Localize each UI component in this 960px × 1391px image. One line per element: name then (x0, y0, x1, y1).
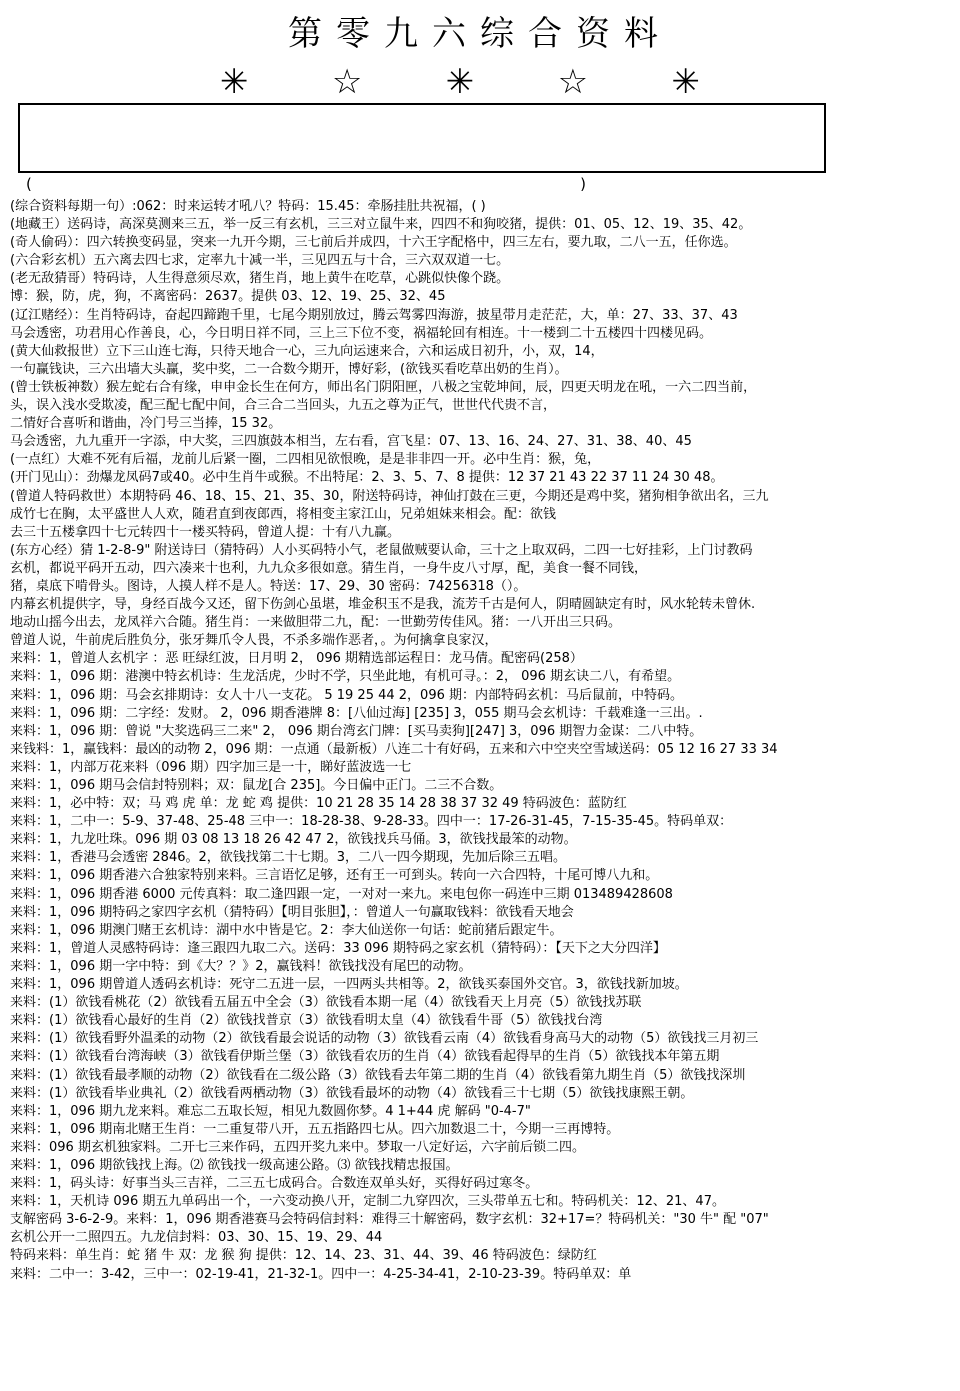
empty-bordered-box (18, 103, 826, 173)
text-line: 马会透密，功君用心作善良，心，今日明日祥不同，三上三下位不变，祸福轮回有相连。十一楼到二十五楼四十四楼见码。 (10, 325, 713, 341)
text-line: (老无敌猜哥）特码诗，人生得意须尽欢，猪生肖，地上黄牛在吃草，心跳似快像个跷。 (10, 271, 510, 287)
text-line: 玄机公开一二照四五。九龙信封料：03、30、15、19、29、44 (10, 1230, 383, 1246)
text-line: 来料：1，096 期：二字经：发财。 2，096 期香港牌 8：[八仙过海] [235] 3，055 期马会玄机诗：千载难逢一三出。. (10, 705, 703, 721)
text-line: 去三十五楼拿四十七元转四十一楼买特码，曾道人提：十有八九赢。 (10, 524, 401, 540)
text-line: 来料：1，码头诗：好事当头三吉祥，二三五七成码合。合数连双单头好，买得好码过寒冬。 (10, 1176, 539, 1192)
text-line: (黄大仙救报世）立下三山连七海，只待天地合一心，三九向运速来合，六和运成日初升，小，双，14， (10, 343, 604, 359)
text-line: 内幕玄机提供字，导，身经百战今又还，留下伤剑心虽堪，堆金积玉不是我，流芳千古是何人，阴晴圆缺定有时，风水轮转未曾休. (10, 597, 756, 613)
text-line: (奇人偷码）：四六转换变码显，突来一九开今期，三七前后并成四，十六王字配格中，四三左右，要九取，二八一五，任你选。 (10, 235, 737, 251)
text-line: 地动山摇今出去，龙凤祥六合随。猪生肖：一来做胆带二九，配：一世勤劳传佳风。猪：一八开出三只码。 (10, 615, 622, 631)
text-line: 二情好合喜听和谐曲，冷门号三当捧，15 32。 (10, 416, 282, 432)
text-line: 玄机，都说平码开五动，四六凑来十也利，九九众多很如意。猜生肖，一身牛皮八寸厚，配，美食一餐不同钱， (10, 560, 648, 576)
text-line: 来料：1，096 期一字中特：到《大？？》2，赢钱料！欲钱找没有尾巴的动物。 (10, 958, 472, 974)
text-line: (曾士铁板神数）猴左蛇右合有缘，申申金长生在何方，师出名门阴阳匣，八极之宝乾坤间，辰，四更天明龙在吼，一六二四当前， (10, 379, 757, 395)
text-line: 来料：1，096 期：港澳中特玄机诗：生龙活虎，少时不学，只坐此地，有机可寻。：2， 096 期玄诀二八，有希望。 (10, 669, 681, 685)
text-line: 支解密码 3-6-2-9。来料：1，096 期香港赛马会特码信封料：难得三十解密码，数字玄机：32+17=？特码机关："30 牛" 配 "07" (10, 1212, 769, 1228)
page-title: 第零九六综合资料 (288, 14, 672, 54)
text-line: 来料：1，九龙吐珠。096 期 03 08 13 18 26 42 47 2，欲钱找兵马俑。3，欲钱找最笨的动物。 (10, 832, 577, 848)
text-line: (曾道人特码救世）本期特码 46、18、15、21、35、30，附送特码诗，神仙打鼓在三更，今期还是鸡中奖，猪狗相争欲出名，三九 (10, 488, 769, 504)
right-parenthesis: ) (580, 175, 586, 193)
text-line: 来钱料：1，赢钱料：最凶的动物 2，096 期：一点通（最新板）八连二十有好码，五来和六中空夹空雪域送码：05 12 16 27 33 34 (10, 741, 778, 757)
text-line: 曾道人说，牛前虎后胜负分，张牙舞爪令人畏，不杀多端作恶者，。为何擒拿良家汉， (10, 633, 498, 649)
text-line: 来料：1，内部万花来料（096 期）四字加三是一十，睇好蓝波选一七 (10, 759, 412, 775)
text-line: 来料：(1）欲钱看桃花（2）欲钱看五届五中全会（3）欲钱看本期一尾（4）欲钱看天上月亮（5）欲钱找苏联 (10, 995, 642, 1011)
text-line: 来料：(1）欲钱看野外温柔的动物（2）欲钱看最会说话的动物（3）欲钱看云南（4）欲钱看身高马大的动物（5）欲钱找三月初三 (10, 1031, 759, 1047)
text-line: (六合彩玄机）五六离去四七求，定率九十减一半，三见四五与十合，三六双双道一七。 (10, 253, 510, 269)
text-line: (综合资料每期一句）:062：时来运转才吼八？特码：15.45：牵肠挂肚共祝福，( ) (10, 199, 486, 214)
text-line: 马会透密，九九重开一字添，中大奖，三四旗鼓本相当，左右看，宫飞星：07、13、16、24、27、31、38、40、45 (10, 434, 692, 450)
text-line: 来料：1，曾道人灵感特码诗：逢三跟四九取二六。送码：33 096 期特码之家玄机（猜特码）：【天下之大分四洋】 (10, 940, 666, 956)
text-line: 来料：1，096 期欲钱找上海。⑵ 欲钱找一级高速公路。⑶ 欲钱找精忠报国。 (10, 1157, 459, 1173)
text-line: 来料：1，曾道人玄机字 ：恶 旺绿红波，日月明 2， 096 期精选部运程日：龙马倩。配密码(258） (10, 651, 583, 667)
text-line: 来料：1，天机诗 096 期五九单码出一个，一六变动换八开，定制二九穿四次，三头带单五七和。特码机关：12、21、47。 (10, 1194, 725, 1210)
text-line: (开门见山）：劲爆龙凤码7或40。必中生肖牛或猴。不出特尾：2、3、5、7、8 提供：12 37 21 43 22 37 11 24 30 48。 (10, 470, 724, 486)
asterisk-icon: ✳ (220, 62, 249, 102)
asterisk-icon: ✳ (671, 62, 700, 102)
text-line: 来料：(1）欲钱看台湾海峡（3）欲钱看伊斯兰堡（3）欲钱看农历的生肖（4）欲钱看起得早的生肖（5）欲钱找本年第五期 (10, 1049, 720, 1065)
text-line: (东方心经）猜 1-2-8-9" 附送诗曰（猜特码）人小买码特小气，老鼠做贼要认命，三十之上取双码，二四一七好挂彩，上门讨教码 (10, 542, 753, 558)
text-line: 来料：1，096 期特码之家四字玄机（猜特码）【明目张胆】，：曾道人一句赢取钱料：欲钱看天地会 (10, 904, 574, 920)
text-line: 一句赢钱诀，三六出墙大头赢，奖中奖，二一合数今期开，博好彩，(欲钱买看吃草出奶的生肖）。 (10, 361, 568, 377)
text-line: 来料：1，096 期曾道人透码玄机诗：死守二五进一层，一四两头共相等。2，欲钱买泰国外交官。3，欲钱找新加坡。 (10, 977, 688, 993)
text-line: 来料：1，096 期：曾说 "大奖选码三二来" 2， 096 期台湾玄门牌：[买马卖狗][247] 3，096 期智力金谋：二八中特。 (10, 723, 703, 739)
text-line: 来料：1，096 期香港六合独家特别来料。三言语忆足够，还有王一可到头。转向一六合四特，十尾可博八九和。 (10, 868, 659, 884)
text-line: 头，误入浅水受欺凌，配三配七配中间，合三合二当回头，九五之尊为正气，世世代代贵不言， (10, 398, 557, 414)
text-line: 猪，桌底下啃骨头。图诗，人摸人样不是人。特送：17、29、30 密码：74256318（）。 (10, 578, 527, 594)
star-outline-icon: ☆ (557, 62, 589, 102)
text-line: 来料：1，096 期：马会玄排期诗：女人十八一支花。 5 19 25 44 2，096 期：内部特码玄机：马后鼠前，中特码。 (10, 687, 683, 703)
text-line: 来料：(1）欲钱看心最好的生肖（2）欲钱找普京（3）欲钱看明太皇（4）欲钱看牛哥（5）欲钱找台湾 (10, 1013, 603, 1029)
text-line: 博：猴，防，虎，狗，不离密码：2637。提供 03、12、19、25、32、45 (10, 289, 446, 305)
text-line: 来料：(1）欲钱看最孝顺的动物（2）欲钱看在二级公路（3）欲钱看去年第二期的生肖（4）欲钱看第九期生肖（5）欲钱找深圳 (10, 1067, 746, 1083)
text-line: 来料：1，096 期香港 6000 元传真料：取二逢四跟一定，一对对一来九。来电包你一码连中三期 013489428608 (10, 886, 673, 902)
text-line: 特码来料：单生肖：蛇 猪 牛 双：龙 猴 狗 提供：12、14、23、31、44、39、46 特码波色：绿防红 (10, 1248, 597, 1264)
text-line: 来料：(1）欲钱看毕业典礼（2）欲钱看两栖动物（3）欲钱看最坏的动物（4）欲钱看三十七期（5）欲钱找康熙王朝。 (10, 1085, 694, 1101)
text-line: (地藏王）送码诗，高深莫测来三五，举一反三有玄机，三三对立鼠牛来，四四不和狗咬猪，提供：01、05、12、19、35、42。 (10, 217, 752, 233)
text-line: (一点红）大难不死有后福，龙前儿后紧一圈，二四相见欲恨晚，是是非非四一开。必中生肖：猴，兔， (10, 452, 601, 468)
text-line: 来料：1，096 期澳门赌王玄机诗：湖中水中皆是它。2：李大仙送你一句话：蛇前猪后跟定牛。 (10, 922, 563, 938)
empty-parentheses (26, 176, 586, 192)
text-line: 来料：1，香港马会透密 2846。2，欲钱找第二十七期。3，二八一四今期现，先加后除三五唱。 (10, 850, 567, 866)
text-line: 来料：二中一：3-42，三中一：02-19-41，21-32-1。四中一：4-25-34-41，2-10-23-39。特码单双：单 (10, 1266, 632, 1282)
text-line: 来料：1，096 期南北赌王生肖：一二重复带八开，五五指路四七从。四六加数退二十，今期一三再博特。 (10, 1121, 620, 1137)
text-line: 来料：1，096 期马会信封特别料；双：鼠龙[合 235]。今日偏中正门。二三不合数。 (10, 778, 503, 793)
star-decoration-row (220, 62, 700, 102)
left-parenthesis: ( (26, 175, 32, 193)
text-line: 成竹七在胸，太平盛世人人欢，随君直到夜郎西，将相变主家江山，兄弟姐妹来相会。配：欲钱 (10, 506, 557, 522)
text-line: 来料：1，096 期九龙来料。难忘二五取长短，相见九数圆你梦。4 1+44 虎 解码 "0-4-7" (10, 1103, 531, 1119)
text-lines (10, 198, 950, 1284)
star-outline-icon: ☆ (331, 62, 363, 102)
text-line: 来料：1，必中特：双；马 鸡 虎 单：龙 蛇 鸡 提供：10 21 28 35 14 28 38 37 32 49 特码波色：蓝防红 (10, 796, 627, 812)
text-line: (辽江赌经）：生肖特码诗，奋起四蹄跑千里，七尾今期别放过，腾云驾雾四海游，披星带月走茫茫，大，单：27、33、37、43 (10, 307, 738, 323)
asterisk-icon: ✳ (445, 62, 475, 102)
text-line: 来料：096 期玄机独家料。二开七三来作码，五四开奖九来中。梦取一八定好运，六字前后锁二四。 (10, 1139, 585, 1155)
text-line: 来料：1，二中一：5-9、37-48、25-48 三中一：18-28-38、9-28-33。四中一：17-26-31-45，7-15-35-45。特码单双： (10, 814, 733, 830)
